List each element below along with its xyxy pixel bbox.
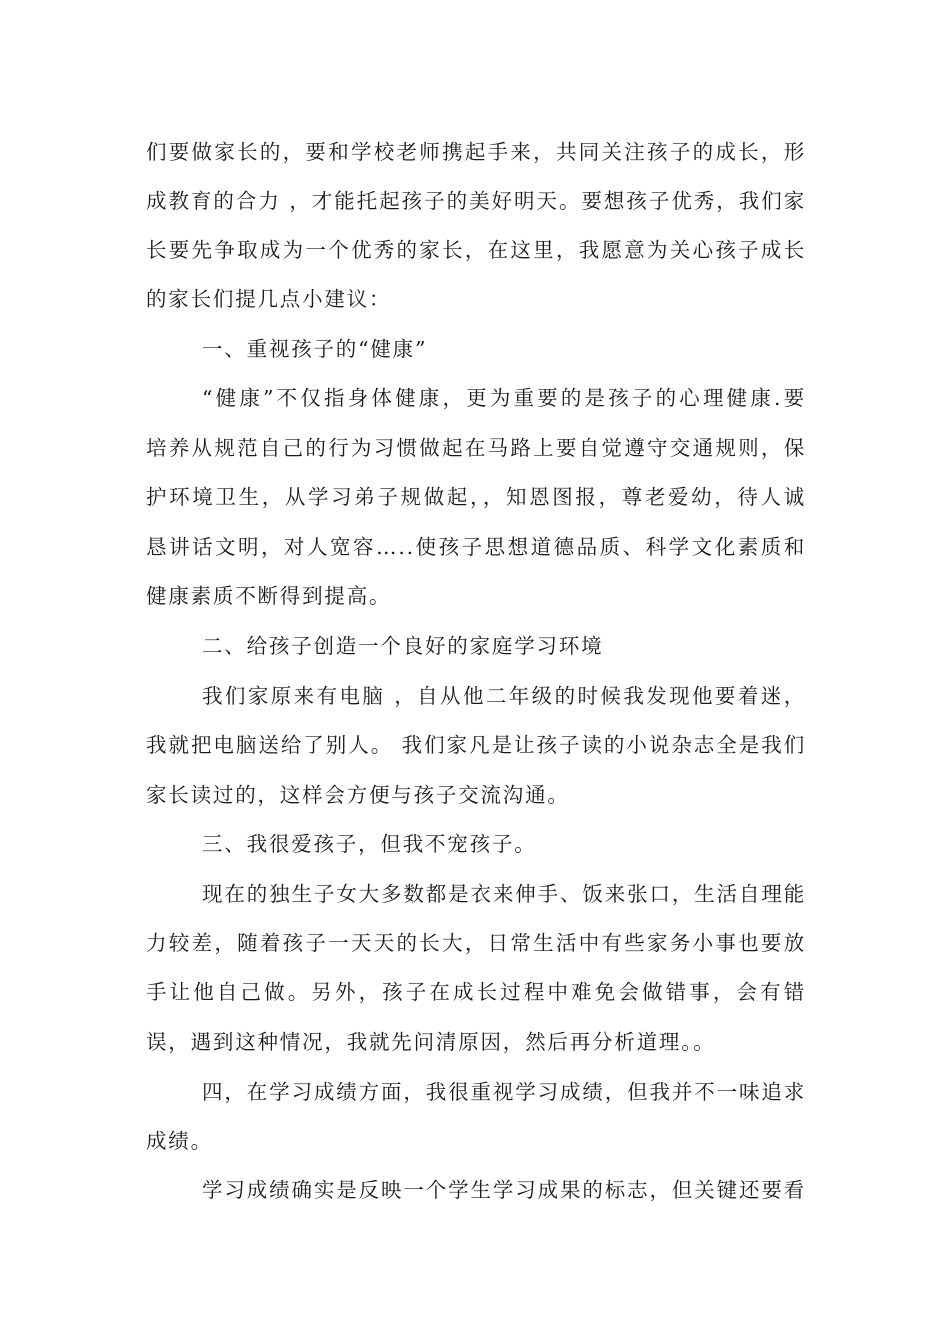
heading-4-line-2: 成绩。	[146, 1129, 213, 1153]
paragraph-1-line-4: 的家长们提几点小建议：	[146, 287, 392, 311]
paragraph-1-line-2: 成教育的合力 ，才能托起孩子的美好明天。要想孩子优秀，我们家	[146, 189, 806, 213]
paragraph-3-line-2: 我就把电脑送给了别人。 我们家凡是让孩子读的小说杂志全是我们	[146, 733, 806, 757]
paragraph-1-line-1: 们要做家长的，要和学校老师携起手来，共同关注孩子的成长，形	[146, 140, 806, 164]
paragraph-5-line-1: 学习成绩确实是反映一个学生学习成果的标志，但关键还要看	[202, 1178, 806, 1202]
paragraph-3-line-1: 我们家原来有电脑 ，自从他二年级的时候我发现他要着迷，	[202, 684, 806, 708]
paragraph-4-line-1: 现在的独生子女大多数都是衣来伸手、饭来张口，生活自理能	[202, 882, 806, 906]
paragraph-4-line-4: 误，遇到这种情况，我就先问清原因，然后再分析道理。。	[146, 1030, 716, 1054]
paragraph-2-line-2: 培养从规范自己的行为习惯做起在马路上要自觉遵守交通规则，保	[146, 436, 806, 460]
heading-1: 一、重视孩子的“健康”	[202, 337, 428, 361]
paragraph-1-line-3: 长要先争取成为一个优秀的家长，在这里，我愿意为关心孩子成长	[146, 238, 806, 262]
heading-4-line-1: 四，在学习成绩方面，我很重视学习成绩，但我并不一味追求	[202, 1080, 806, 1104]
paragraph-4-line-2: 力较差，随着孩子一天天的长大，日常生活中有些家务小事也要放	[146, 931, 806, 955]
paragraph-2-line-1: “健康”不仅指身体健康，更为重要的是孩子的心理健康.要	[202, 386, 806, 410]
paragraph-4-line-3: 手让他自己做。另外，孩子在成长过程中难免会做错事，会有错	[146, 980, 806, 1004]
heading-2: 二、给孩子创造一个良好的家庭学习环境	[202, 634, 604, 658]
paragraph-2-line-3: 护环境卫生，从学习弟子规做起，，知恩图报，尊老爱幼，待人诚	[146, 485, 806, 509]
paragraph-2-line-5: 健康素质不断得到提高。	[146, 584, 392, 608]
paragraph-3-line-3: 家长读过的，这样会方便与孩子交流沟通。	[146, 783, 570, 807]
heading-3: 三、我很爱孩子，但我不宠孩子。	[202, 832, 537, 856]
paragraph-2-line-4: 恳讲话文明，对人宽容…..使孩子思想道德品质、科学文化素质和	[146, 535, 806, 559]
